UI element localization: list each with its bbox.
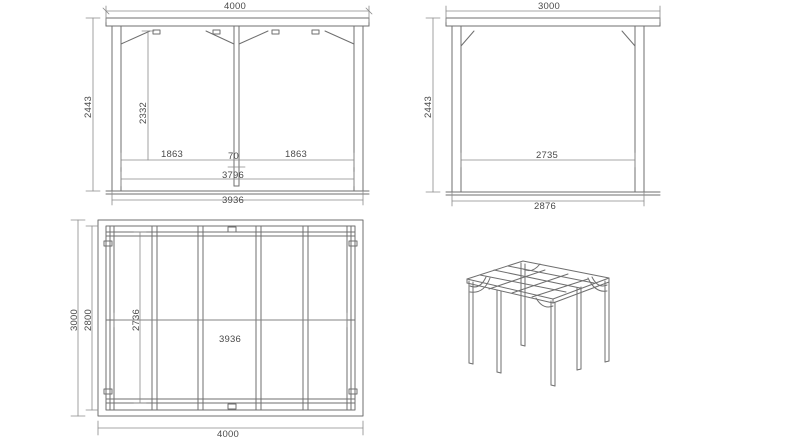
plan-inner-depth-left: 2800	[83, 309, 94, 331]
plan-inner-width: 3936	[219, 334, 241, 345]
side-inner-span: 2735	[536, 150, 558, 161]
front-post-width: 70	[228, 151, 239, 162]
isometric-view-geometry	[467, 261, 609, 386]
front-overall-width-bottom: 3936	[222, 195, 244, 206]
front-bay-right: 1863	[285, 149, 307, 160]
front-post-height: 2332	[138, 102, 149, 124]
front-bay-left: 1863	[161, 149, 183, 160]
front-overall-height: 2443	[83, 96, 94, 118]
side-overall-height: 2443	[423, 96, 434, 118]
side-overall-width-bottom: 2876	[534, 201, 556, 212]
side-overall-width-top: 3000	[538, 1, 560, 12]
side-elevation-geometry	[446, 18, 660, 195]
plan-inner-depth: 2736	[131, 309, 142, 331]
plan-overall-width-bottom: 4000	[217, 429, 239, 440]
front-inner-span: 3796	[222, 170, 244, 181]
plan-overall-depth: 3000	[69, 309, 80, 331]
front-overall-width-top: 4000	[224, 1, 246, 12]
